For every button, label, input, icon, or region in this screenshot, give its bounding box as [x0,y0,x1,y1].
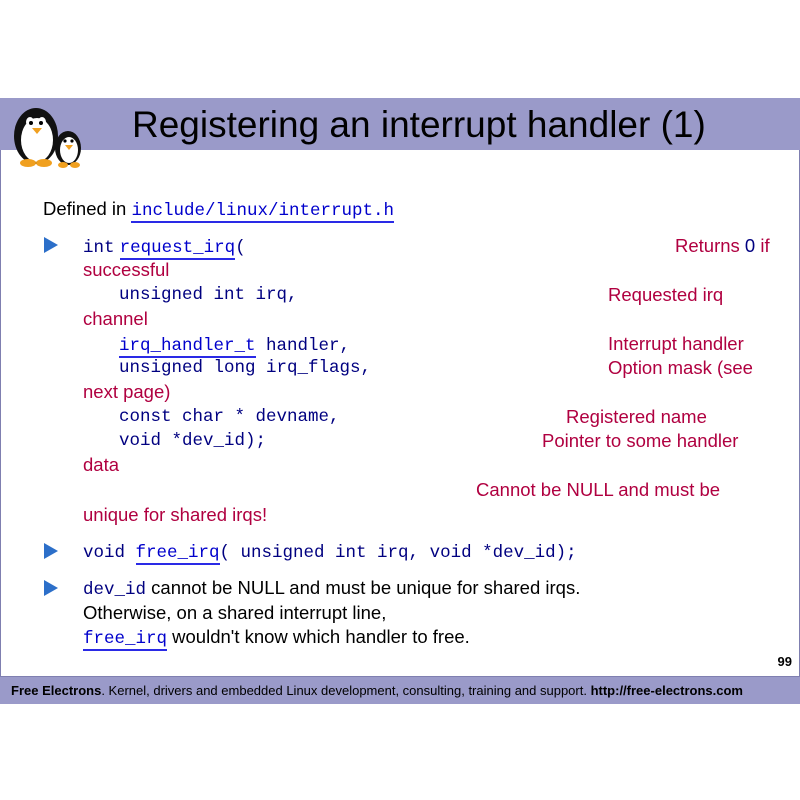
free-irq-args: ( unsigned int irq, void *dev_id); [219,543,577,563]
returns-if: if [755,235,770,256]
free-irq-signature [83,540,577,564]
successful-text: successful [83,259,170,280]
devid-note-line3 [83,626,470,650]
footer-text: . Kernel, drivers and embedded Linux development, consulting, training and support. [101,683,591,698]
interrupt-header-link[interactable]: include/linux/interrupt.h [131,201,394,221]
slide [0,98,800,706]
note-irq: Requested irq [608,284,724,305]
void-keyword: void [83,543,136,563]
bullet-icon [44,580,58,596]
defined-in-prefix: Defined in [43,198,127,219]
page-number: 99 [777,654,792,669]
defined-in-line [43,198,394,222]
free-irq-link-2[interactable]: free_irq [83,629,168,649]
devid-note-text3: wouldn't know which handler to free. [167,626,470,647]
channel-text: channel [83,308,148,329]
footer [0,677,800,704]
dev-id-code: dev_id [83,580,147,600]
param-devname: const char * devname, [119,407,340,427]
devid-note-text1: cannot be NULL and must be unique for shared irqs. [146,577,581,598]
handler-name: handler, [255,336,351,356]
note-null: Cannot be NULL and must be [476,479,721,500]
irq-handler-t-link[interactable]: irq_handler_t [119,336,256,356]
footer-url[interactable]: http://free-electrons.com [590,683,743,698]
note-flags: Option mask (see [608,357,753,378]
param-irq: unsigned int irq, [119,285,298,305]
returns-zero: 0 [744,235,756,256]
free-irq-link[interactable]: free_irq [135,543,220,563]
int-keyword: int [83,238,115,258]
note-devname: Registered name [566,406,707,427]
next-page-text: next page) [83,381,171,402]
open-paren: ( [235,238,246,258]
param-handler [119,333,350,357]
devid-note-line2: Otherwise, on a shared interrupt line, [83,602,387,623]
request-irq-link[interactable]: request_irq [119,238,236,258]
note-devid: Pointer to some handler [542,430,739,451]
note-handler: Interrupt handler [608,333,744,354]
data-text: data [83,454,120,475]
param-devid: void *dev_id); [119,431,267,451]
param-flags: unsigned long irq_flags, [119,358,372,378]
returns-note [675,235,770,257]
bullet-icon [44,543,58,559]
footer-brand: Free Electrons [11,683,102,698]
returns-text: Returns [675,235,745,256]
slide-title: Registering an interrupt handler (1) [132,104,706,145]
devid-note-line1 [83,577,580,601]
request-irq-signature [83,235,246,259]
bullet-icon [44,237,58,253]
unique-text: unique for shared irqs! [83,504,268,525]
